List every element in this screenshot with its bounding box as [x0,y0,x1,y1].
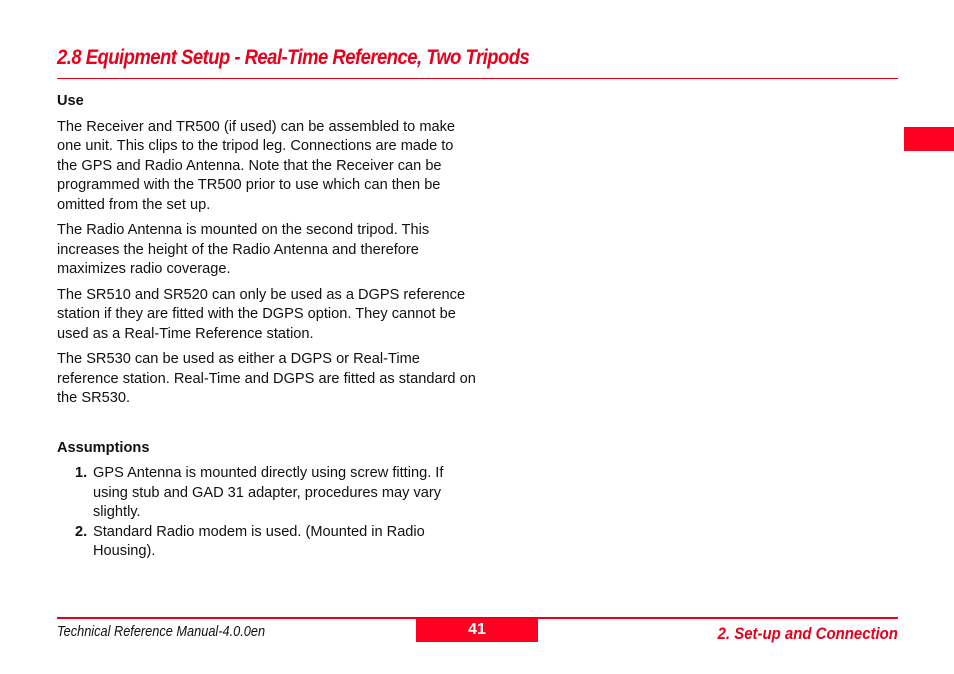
page-title: 2.8 Equipment Setup - Real-Time Reference, Two Tripods [57,46,530,69]
use-paragraph-2: The Radio Antenna is mounted on the second tripod. This increases the height of the Radio Antenna and therefore maximizes radio coverage. [57,222,430,277]
use-paragraph-1: The Receiver and TR500 (if used) can be assembled to make one unit. This clips to the tripod leg. Connections are made to the GPS and Radio Antenna. Note that the Receiver can be programmed with the TR500 prior to use which can then be omitted from the set up. [57,118,456,213]
list-item-number: 2. [75,523,88,540]
use-paragraph-4: The SR530 can be used as either a DGPS or Real-Time reference station. Real-Time and DGPS are fitted as standard on the SR530. [57,351,476,406]
list-item-text: Standard Radio modem is used. (Mounted in Radio Housing). [93,523,425,559]
chapter-name: 2. Set-up and Connection [717,624,898,643]
assumptions-list [57,464,477,562]
section-spacer [57,415,477,439]
manual-name: Technical Reference Manual-4.0.0en [57,624,266,640]
main-content [57,92,477,562]
list-item-text: GPS Antenna is mounted directly using screw fitting. If using stub and GAD 31 adapter, procedures may vary slightly. [93,465,444,520]
assumptions-heading: Assumptions [57,439,150,456]
list-item [57,523,477,562]
list-item [57,464,477,523]
use-paragraph-3: The SR510 and SR520 can only be used as a DGPS reference station if they are fitted with the DGPS option. They cannot be used as a Real-Time Reference station. [57,286,466,342]
title-divider [57,78,898,79]
page-number: 41 [416,619,538,642]
use-heading: Use [57,93,84,109]
list-item-number: 1. [75,465,88,481]
chapter-tab-marker [904,127,954,151]
